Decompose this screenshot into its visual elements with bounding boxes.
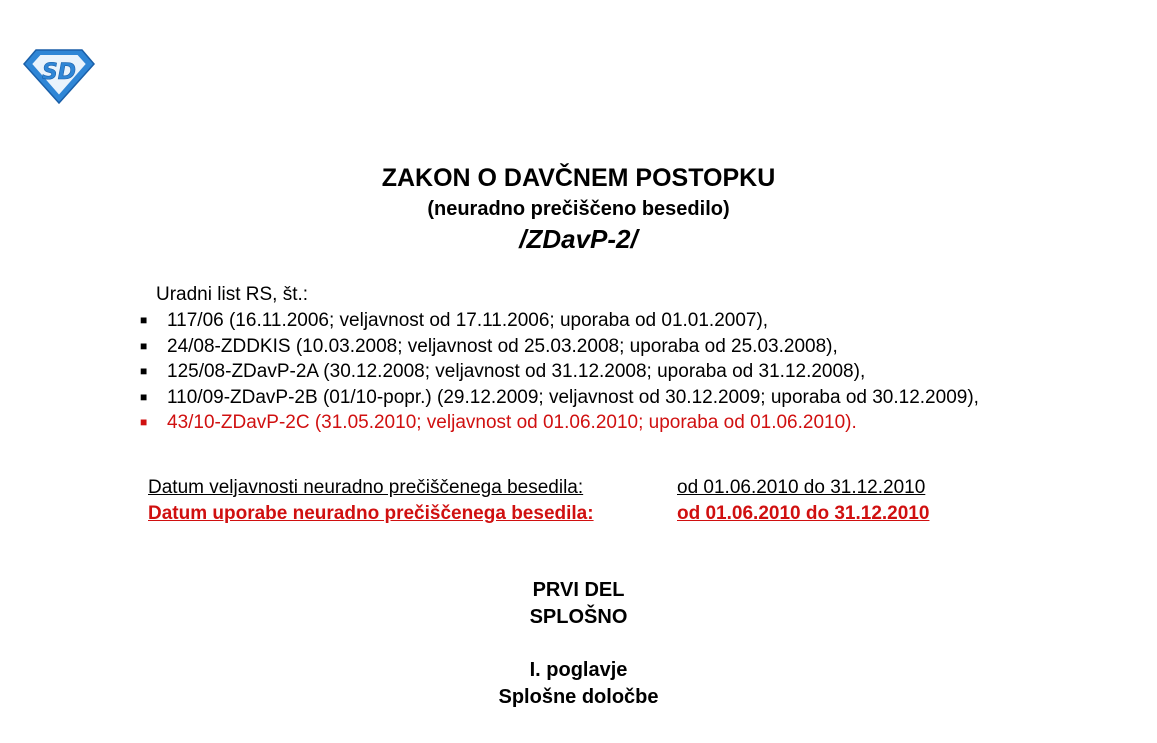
gazette-item-text: 125/08-ZDavP-2A (30.12.2008; veljavnost od 31.12.2008; uporaba od 31.12.2008), (167, 361, 866, 382)
use-value: od 01.06.2010 do 31.12.2010 (677, 503, 930, 524)
bullet-icon: ■ (140, 338, 148, 353)
bullet-icon: ■ (140, 389, 148, 404)
validity-value: od 01.06.2010 do 31.12.2010 (677, 477, 926, 498)
validity-label: Datum veljavnosti neuradno prečiščenega besedila: (148, 477, 584, 498)
sd-diamond-logo-icon (22, 48, 96, 104)
gazette-item (138, 334, 998, 360)
logo-text: SD (41, 60, 77, 85)
document-title: ZAKON O DAVČNEM POSTOPKU (381, 164, 776, 192)
use-label: Datum uporabe neuradno prečiščenega besedila: (148, 503, 594, 524)
gazette-item (138, 359, 998, 385)
logo (22, 48, 96, 104)
validity-date-row (148, 476, 926, 500)
gazette-item-text: 110/09-ZDavP-2B (01/10-popr.) (29.12.2009; veljavnost od 30.12.2009; uporaba od 30.12.2009), (167, 386, 979, 408)
use-date-row (148, 502, 930, 526)
document-subtitle: (neuradno prečiščeno besedilo) (427, 198, 730, 220)
bullet-icon: ■ (140, 415, 148, 429)
gazette-item-text: 117/06 (16.11.2006; veljavnost od 17.11.2006; uporaba od 01.01.2007), (167, 310, 769, 331)
bullet-icon: ■ (140, 313, 148, 327)
chapter-heading: I. poglavje (529, 659, 628, 681)
bullet-icon: ■ (140, 364, 148, 378)
chapter-title: Splošne določbe (498, 686, 659, 708)
gazette-item (138, 308, 998, 334)
part-title: SPLOŠNO (529, 606, 628, 628)
gazette-item-text: 43/10-ZDavP-2C (31.05.2010; veljavnost od 01.06.2010; uporaba od 01.06.2010). (167, 412, 857, 433)
gazette-item (138, 385, 998, 411)
document-abbreviation: /ZDavP-2/ (519, 224, 638, 254)
gazette-list (138, 308, 998, 436)
gazette-item-latest (138, 410, 998, 436)
gazette-item-text: 24/08-ZDDKIS (10.03.2008; veljavnost od 25.03.2008; uporaba od 25.03.2008), (167, 335, 838, 357)
part-heading: PRVI DEL (532, 579, 625, 601)
gazette-label: Uradni list RS, št.: (156, 284, 309, 305)
